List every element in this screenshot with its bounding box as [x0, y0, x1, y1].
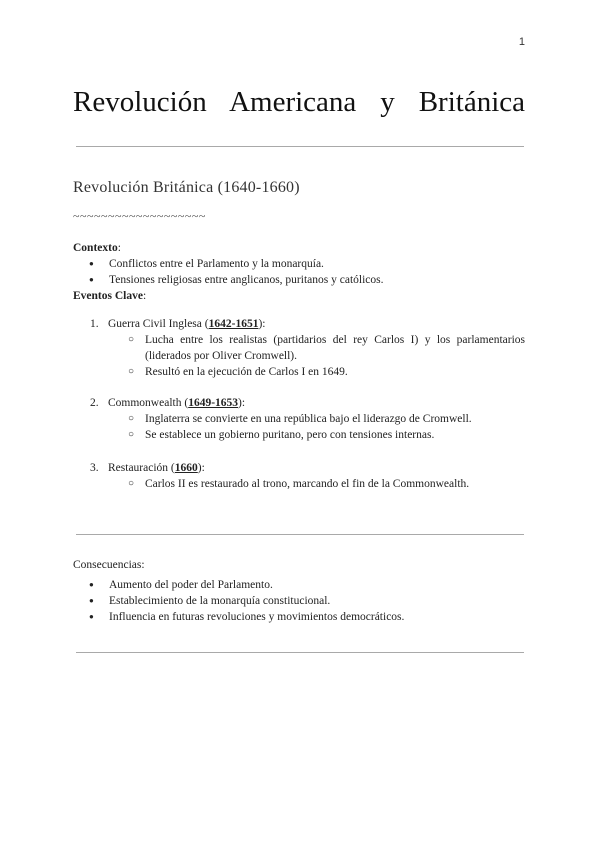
event-1: [73, 316, 525, 380]
event-title: 3. Restauración (1660):: [90, 462, 205, 474]
consequences-list: [73, 577, 525, 625]
divider: [76, 146, 524, 147]
list-item: ● Conflictos entre el Parlamento y la monarquía.: [73, 256, 525, 272]
sub-item: ○ Carlos II es restaurado al trono, marcando el fin de la Commonwealth.: [73, 476, 525, 492]
sub-item: ○ Resultó en la ejecución de Carlos I en 1649.: [73, 364, 525, 380]
event-years: 1642-1651: [208, 318, 259, 330]
event-3: [73, 460, 525, 492]
event-name: Guerra Civil Inglesa: [108, 318, 202, 330]
divider: [76, 534, 524, 535]
list-item: ● Aumento del poder del Parlamento.: [73, 577, 525, 593]
event-name: Restauración: [108, 462, 169, 474]
tilde-separator: ~~~~~~~~~~~~~~~~~~~: [73, 209, 206, 223]
context-list: [73, 256, 525, 288]
consequences-label: Consecuencias:: [73, 559, 145, 571]
event-title: 1. Guerra Civil Inglesa (1642-1651):: [90, 318, 266, 330]
list-item: ● Tensiones religiosas entre anglicanos, puritanos y católicos.: [73, 272, 525, 288]
events-heading: Eventos Clave:: [73, 290, 147, 302]
divider: [76, 652, 524, 653]
event-2: [73, 395, 525, 443]
event-number: 3.: [90, 462, 99, 474]
event-name: Commonwealth: [108, 397, 182, 409]
event-years: 1649-1653: [188, 397, 239, 409]
event-title: 2. Commonwealth (1649-1653):: [90, 397, 246, 409]
sub-item: ○ Inglaterra se convierte en una república bajo el liderazgo de Cromwell.: [73, 411, 525, 427]
event-years: 1660: [174, 462, 198, 474]
context-heading: Contexto:: [73, 242, 121, 254]
sub-item: ○ Se establece un gobierno puritano, pero con tensiones internas.: [73, 427, 525, 443]
context-label: Contexto: [73, 242, 118, 254]
list-item: ● Establecimiento de la monarquía constitucional.: [73, 593, 525, 609]
events-label: Eventos Clave: [73, 290, 143, 302]
section-heading: Revolución Británica (1640-1660): [73, 179, 300, 196]
page-title: Revolución Americana y Británica: [73, 86, 525, 118]
event-number: 2.: [90, 397, 99, 409]
consequences-block: [73, 557, 525, 625]
context-block: [73, 240, 525, 304]
list-item: ● Influencia en futuras revoluciones y movimientos democráticos.: [73, 609, 525, 625]
sub-item: ○ Lucha entre los realistas (partidarios del rey Carlos I) y los parlamentarios (liderados por Oliver Cromwell).: [73, 332, 525, 364]
event-number: 1.: [90, 318, 99, 330]
page-number: 1: [518, 36, 525, 48]
